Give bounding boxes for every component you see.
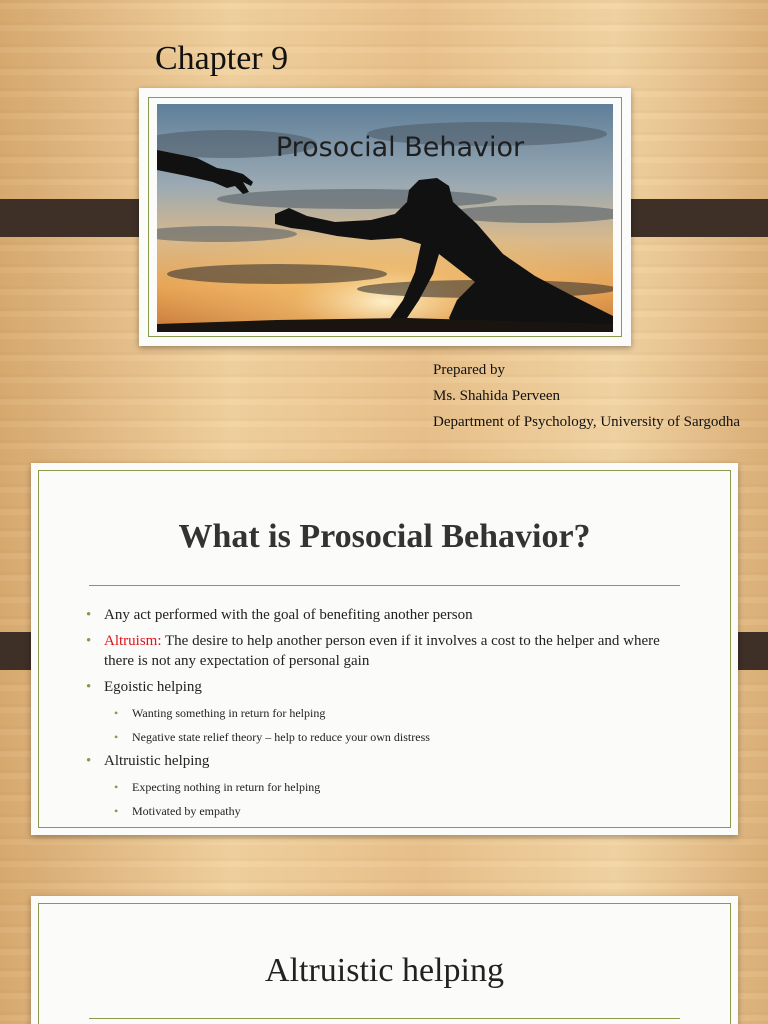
credits (433, 357, 740, 435)
department-name: Department of Psychology, University of Sargodha (433, 414, 741, 430)
title-divider (89, 585, 680, 586)
slide-what-is-prosocial-behavior (31, 463, 738, 835)
slide-title: Altruistic helping (265, 952, 504, 989)
author-name: Ms. Shahida Perveen (433, 388, 561, 404)
bullet-egoistic-helping: • Egoistic helping (86, 677, 686, 697)
image-caption: Prosocial Behavior (275, 132, 525, 163)
bullet-list (86, 599, 686, 819)
bullet-definition: • Any act performed with the goal of benefiting another person (86, 605, 686, 625)
chapter-title: Chapter 9 (155, 40, 289, 77)
sub-bullet-egoistic-2: • Negative state relief theory – help to reduce your own distress (86, 729, 686, 745)
title-image-frame (139, 88, 631, 346)
bullet-altruistic-helping: • Altruistic helping (86, 751, 686, 771)
slide-altruistic-helping (31, 896, 738, 1024)
altruism-definition: The desire to help another person even if it involves a cost to the helper and where there is not any expectation of personal gain (104, 633, 660, 669)
prepared-by-label: Prepared by (433, 362, 506, 378)
sub-bullet-egoistic-1: • Wanting something in return for helping (86, 705, 686, 721)
sub-bullet-altruistic-2: • Motivated by empathy (86, 803, 686, 819)
sub-bullet-altruistic-1: • Expecting nothing in return for helping (86, 779, 686, 795)
bullet-altruism (86, 631, 686, 671)
slide-title: What is Prosocial Behavior? (178, 518, 591, 555)
sunset-helping-hand-image (157, 104, 613, 332)
decorative-band-left-top (0, 199, 156, 237)
title-divider (89, 1018, 680, 1019)
altruism-term: Altruism: (104, 633, 162, 649)
decorative-band-right-top (613, 199, 768, 237)
